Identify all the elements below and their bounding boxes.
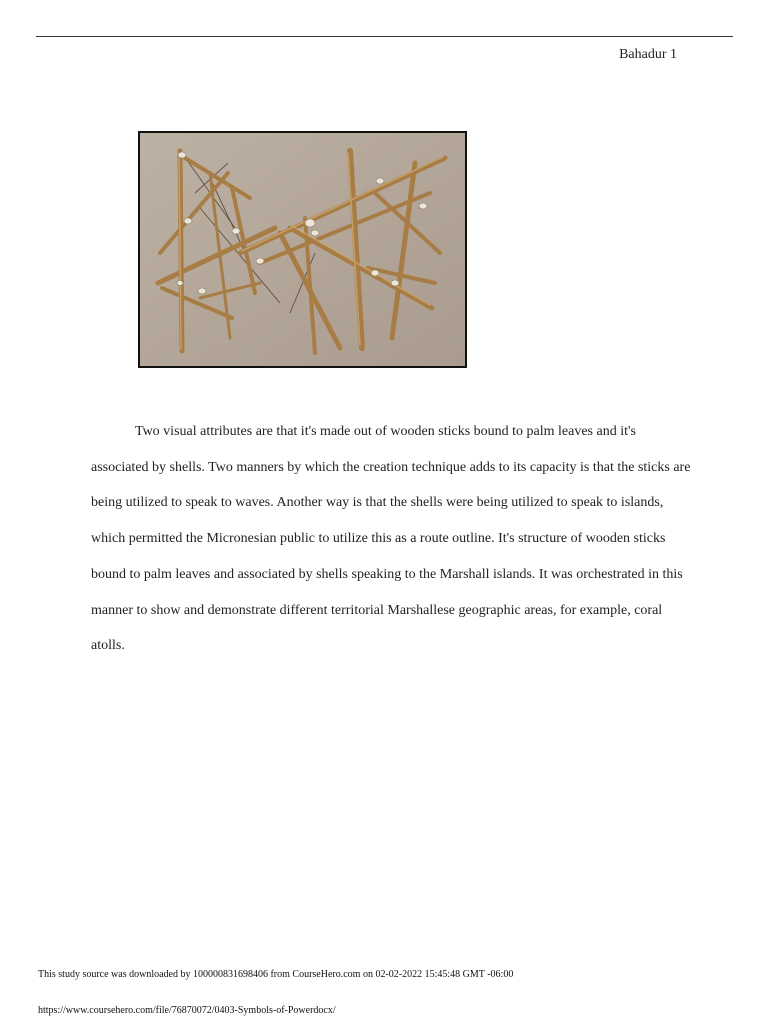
body-text	[91, 414, 691, 664]
download-note: This study source was downloaded by 100000831698406 from CourseHero.com on 02-02-2022 15:45:48 GMT -06:00	[38, 969, 514, 980]
source-url[interactable]: https://www.coursehero.com/file/76870072/0403-Symbols-of-Powerdocx/	[38, 1005, 336, 1016]
stick-chart-image	[138, 131, 467, 368]
body-paragraph: Two visual attributes are that it's made out of wooden sticks bound to palm leaves and it's associated by shells. Two manners by which the creation technique adds to its capacity is that the sticks are being utilized to speak to waves. Another way is that the shells were being utilized to speak to islands, which permitted the Micronesian public to utilize this as a route outline. It's structure of wooden sticks bound to palm leaves and associated by shells speaking to the Marshall islands. It was orchestrated in this manner to show and demonstrate different territorial Marshallese geographic areas, for example, coral atolls.	[91, 424, 691, 654]
header-rule	[36, 36, 733, 37]
stick-chart-photo	[140, 133, 465, 366]
running-head: Bahadur 1	[619, 47, 677, 62]
